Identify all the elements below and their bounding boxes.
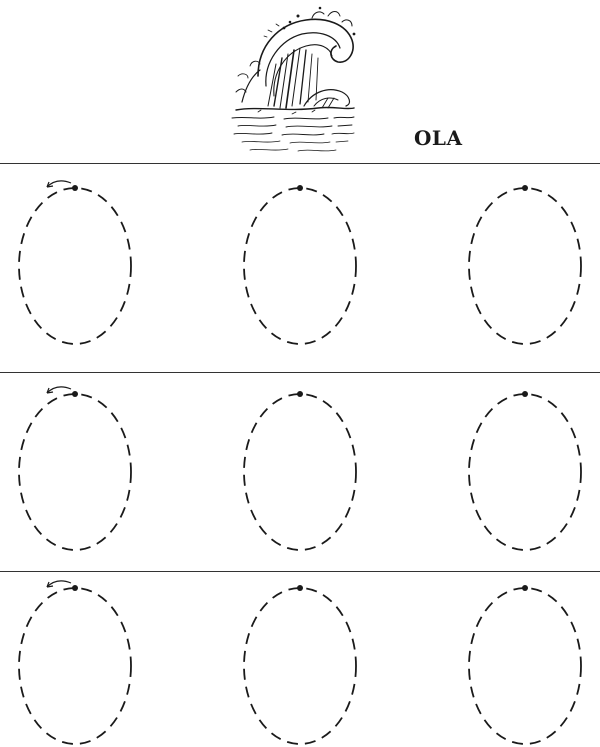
trace-letter-o[interactable] — [469, 185, 581, 344]
dashed-outline — [19, 188, 131, 344]
trace-letter-o[interactable] — [19, 387, 131, 550]
trace-letter-o[interactable] — [244, 585, 356, 744]
start-dot — [522, 585, 528, 591]
start-dot — [297, 585, 303, 591]
dashed-outline — [244, 588, 356, 744]
dashed-outline — [244, 394, 356, 550]
dashed-outline — [19, 588, 131, 744]
trace-letter-o[interactable] — [244, 391, 356, 550]
word-label: OLA — [414, 126, 463, 150]
dashed-outline — [469, 188, 581, 344]
trace-letter-o[interactable] — [244, 185, 356, 344]
start-dot — [72, 185, 78, 191]
start-dot — [297, 185, 303, 191]
start-dot — [72, 585, 78, 591]
start-dot — [72, 391, 78, 397]
trace-letter-o[interactable] — [469, 585, 581, 744]
dashed-outline — [244, 188, 356, 344]
dashed-outline — [469, 588, 581, 744]
dashed-outline — [469, 394, 581, 550]
trace-letter-o[interactable] — [19, 581, 131, 744]
trace-letter-o[interactable] — [469, 391, 581, 550]
trace-letter-o[interactable] — [19, 181, 131, 344]
start-dot — [297, 391, 303, 397]
start-dot — [522, 391, 528, 397]
start-dot — [522, 185, 528, 191]
dashed-outline — [19, 394, 131, 550]
